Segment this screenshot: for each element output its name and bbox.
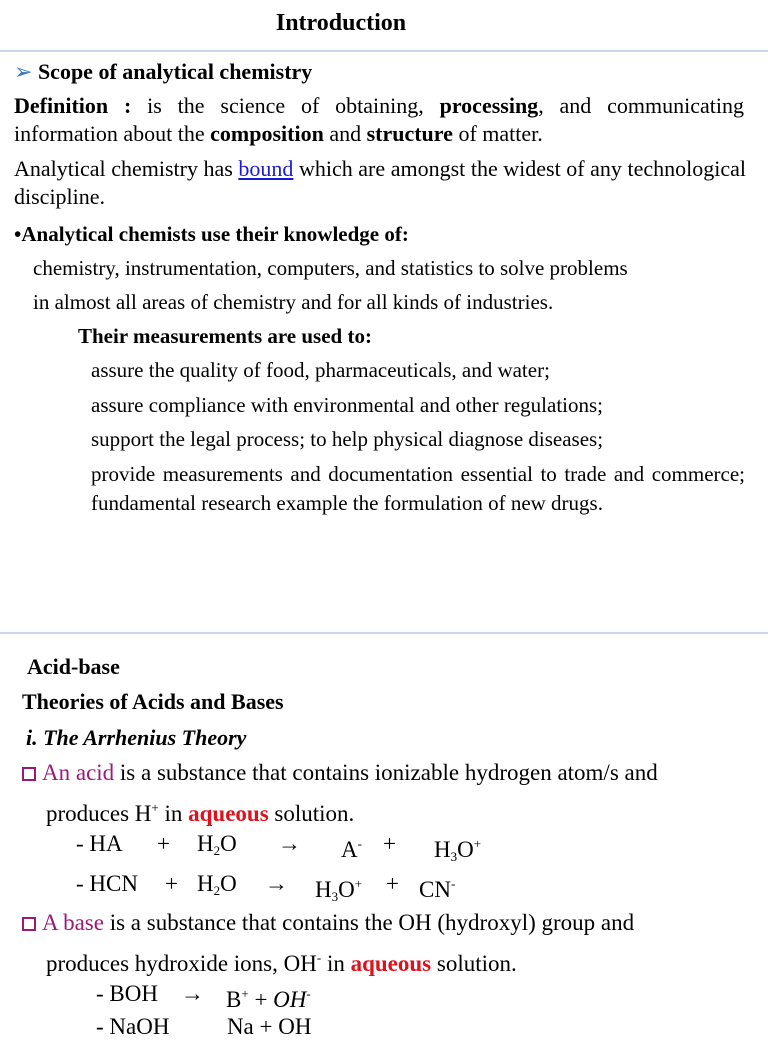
plus-sign: +	[386, 871, 399, 896]
definition-structure: structure	[366, 121, 453, 146]
scope-heading: Scope of analytical chemistry	[37, 59, 313, 84]
knowledge-heading: •Analytical chemists use their knowledge of:	[14, 222, 409, 246]
bound-link[interactable]: bound	[238, 156, 294, 181]
reaction-arrow-icon: →	[265, 871, 288, 896]
arrow-bullet-icon: ➢	[14, 59, 33, 84]
definition-text: is the science of obtaining,	[131, 93, 440, 118]
product: $H_3O^+$	[315, 876, 363, 904]
bound-text: which are amongst the widest of any technological discipline.	[14, 156, 746, 209]
use-item: assure compliance with environmental and other regulations;	[91, 393, 604, 417]
header-divider	[0, 50, 768, 52]
base-def-text: produces hydroxide ions, OH	[46, 951, 317, 976]
equation-ha	[0, 829, 768, 864]
acid-definition-line	[22, 758, 658, 788]
superscript: -	[316, 950, 322, 965]
use-item: provide measurements and documentation essential to trade and commerce; fundamental research example the formulation of new drugs.	[91, 462, 745, 515]
plus-sign: +	[383, 831, 396, 856]
measurements-heading: Their measurements are used to:	[78, 324, 372, 348]
reaction-arrow-icon: →	[181, 981, 204, 1006]
knowledge-line: chemistry, instrumentation, computers, and statistics to solve problems	[33, 256, 628, 280]
arrhenius-heading: i. The Arrhenius Theory	[26, 725, 247, 750]
definition-paragraph	[14, 92, 744, 148]
aqueous-emphasis: aqueous	[188, 801, 269, 826]
knowledge-line: in almost all areas of chemistry and for all kinds of industries.	[33, 290, 554, 314]
water-formula: $H_2O$	[197, 871, 237, 898]
acid-def-text: in	[158, 801, 189, 826]
product: CN-	[419, 876, 456, 902]
acid-definition-line	[46, 793, 354, 829]
definition-text: of matter.	[452, 121, 543, 146]
checkbox-bullet-icon	[22, 917, 36, 931]
reactant: - BOH	[96, 981, 158, 1006]
theories-heading: Theories of Acids and Bases	[22, 689, 284, 714]
base-def-text: is a substance that contains the OH (hydroxyl) group and	[103, 910, 635, 935]
base-definition-line	[22, 908, 634, 938]
acid-def-text: is a substance that contains ionizable hydrogen atom/s and	[114, 760, 658, 785]
base-def-text: solution.	[431, 951, 517, 976]
definition-composition: composition	[210, 121, 324, 146]
checkbox-bullet-icon	[22, 767, 36, 781]
water-formula: $H_2O$	[197, 831, 237, 858]
product: A-	[341, 836, 362, 862]
plus-sign: +	[165, 871, 178, 896]
acid-term: An acid	[42, 760, 115, 785]
equation-hcn	[0, 869, 768, 904]
equation-naoh-partial: - NaOH Na + OH	[96, 1014, 312, 1039]
use-item: support the legal process; to help physical diagnose diseases;	[91, 427, 604, 451]
definition-processing: processing	[439, 93, 539, 118]
equation-boh	[0, 979, 768, 1012]
reaction-arrow-icon: →	[278, 831, 301, 856]
definition-label: Definition :	[14, 93, 132, 118]
use-item: assure the quality of food, pharmaceuticals, and water;	[91, 358, 550, 382]
base-definition-line	[46, 943, 517, 979]
definition-text: , and communicating information about the	[14, 93, 744, 146]
base-def-text: in	[321, 951, 351, 976]
plus-sign: +	[157, 831, 170, 856]
reactant: - HA	[76, 831, 123, 856]
superscript: +	[151, 800, 159, 815]
page-title: Introduction	[275, 10, 407, 36]
bound-paragraph	[14, 155, 746, 211]
definition-text: and	[323, 121, 367, 146]
reactant: - HCN	[76, 871, 138, 896]
base-term: A base	[42, 910, 104, 935]
products: B+ + OH-	[226, 986, 311, 1012]
bound-text: Analytical chemistry has	[14, 156, 239, 181]
slide-divider	[0, 632, 768, 634]
acid-base-heading: Acid-base	[27, 654, 120, 679]
aqueous-emphasis: aqueous	[350, 951, 432, 976]
scope-heading-line	[14, 58, 312, 86]
acid-def-text: produces H	[46, 801, 152, 826]
acid-def-text: solution.	[268, 801, 355, 826]
product: $H_3O^+$	[434, 836, 482, 864]
